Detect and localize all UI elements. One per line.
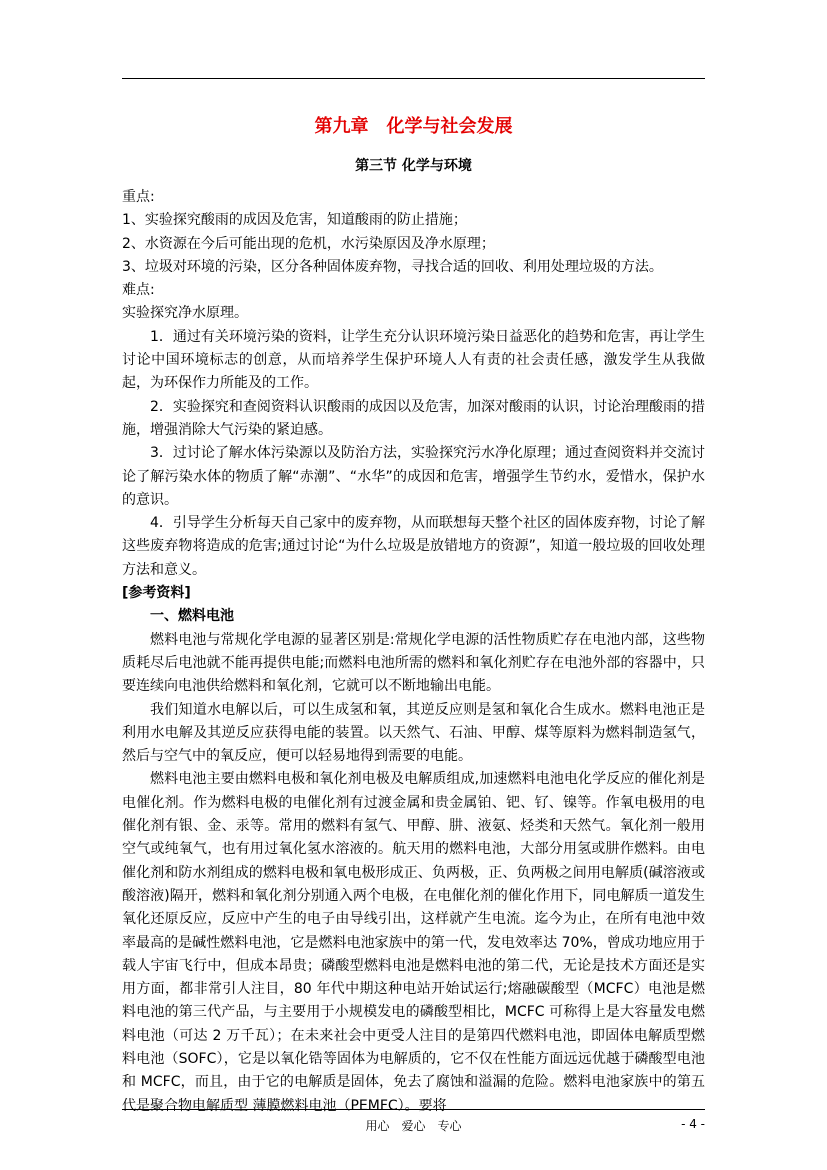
- objective-paragraph: 2．实验探究和查阅资料认识酸雨的成因以及危害，加深对酸雨的认识，讨论治理酸雨的措施，增强消除大气污染的紧迫感。: [122, 398, 705, 438]
- reference-paragraph: 燃料电池与常规化学电源的显著区别是:常规化学电源的活性物质贮存在电池内部，这些物质耗尽后电池就不能再提供电能;而燃料电池所需的燃料和氧化剂贮存在电池外部的容器中，只要连续向电池供给燃料和氧化剂，它就可以不断地输出电能。: [122, 631, 705, 695]
- difficulty-text: 实验探究净水原理。: [122, 305, 248, 322]
- reference-heading: 一、燃料电池: [150, 608, 234, 625]
- difficulty-label: 难点:: [122, 282, 155, 299]
- section-title: 第三节 化学与环境: [355, 158, 472, 174]
- footer-motto: 用心 爱心 专心: [365, 1119, 462, 1133]
- document-body: [122, 186, 705, 1118]
- objective-paragraph: 1．通过有关环境污染的资料，让学生充分认识环境污染日益恶化的趋势和危害，再让学生讨论中国环境标志的创意，从而培养学生保护环境人人有责的社会责任感，激发学生从我做起，为环保作力所能及的工作。: [122, 328, 705, 392]
- key-point-item: 1、实验探究酸雨的成因及危害，知道酸雨的防止措施；: [122, 212, 467, 229]
- footer-rule: [122, 1109, 705, 1110]
- key-point-item: 3、垃圾对环境的污染，区分各种固体废弃物，寻找合适的回收、利用处理垃圾的方法。: [122, 258, 663, 275]
- key-points-label: 重点:: [122, 189, 155, 205]
- objective-paragraph: 4．引导学生分析每天自己家中的废弃物，从而联想每天整个社区的固体废弃物，讨论了解这些废弃物将造成的危害;通过讨论“为什么垃圾是放错地方的资源”，知道一般垃圾的回收处理方法和意义。: [122, 515, 705, 578]
- reference-paragraph: 燃料电池主要由燃料电极和氧化剂电极及电解质组成,加速燃料电池电化学反应的催化剂是电催化剂。作为燃料电极的电催化剂有过渡金属和贵金属铂、钯、钌、镍等。作氧电极用的电催化剂有银、金、汞等。常用的燃料有氢气、甲醇、肼、液氨、烃类和天然气。氧化剂一般用空气或纯氧气，也有用过氧化氢水溶液的。航天用的燃料电池，大部分用氢或肼作燃料。由电催化剂和防水剂组成的燃料电极和氧电极形成正、负两极，正、负两极之间用电解质(碱溶液或酸溶液)隔开，燃料和氧化剂分别通入两个电极，在电催化剂的催化作用下，同电解质一道发生氧化还原反应，反应中产生的电子由导线引出，这样就产生电流。迄今为止，在所有电池中效率最高的是碱性燃料电池，它是燃料电池家族中的第一代，发电效率达 70%，曾成功地应用于载人宇宙飞行中，但成本昂贵；磷酸型燃料电池是燃料电池的第二代，无论是技术方面还是实用方面，都非常引人注目，80 年代中期这种电站开始试运行;熔融碳酸型（MCFC）电池是燃料电池的第三代产品，与主要用于小规模发电的磷酸型相比，MCFC 可称得上是大容量发电燃料电池（可达 2 万千瓦）；在未来社会中更受人注目的是第四代燃料电池，即固体电解质型燃料电池（SOFC），它是以氧化锆等固体为电解质的，它不仅在性能方面远远优越于磷酸型电池和 MCFC，而且，由于它的电解质是固体，免去了腐蚀和溢漏的危险。燃料电池家族中的第五代是聚合物电解质型 薄膜燃料电池（PEMFC）。要将: [122, 771, 705, 1114]
- chapter-title: 第九章 化学与社会发展: [314, 116, 513, 137]
- key-point-item: 2、水资源在今后可能出现的危机，水污染原因及净水原理；: [122, 235, 495, 252]
- header-rule: [122, 78, 705, 79]
- reference-label: [参考资料]: [122, 585, 191, 602]
- page-number: - 4 -: [681, 1117, 705, 1131]
- objective-paragraph: 3．过讨论了解水体污染源以及防治方法，实验探究污水净化原理；通过查阅资料并交流讨论了解污染水体的物质了解“赤潮”、“水华”的成因和危害，增强学生节约水，爱惜水，保护水的意识。: [122, 445, 705, 508]
- reference-paragraph: 我们知道水电解以后，可以生成氢和氧，其逆反应则是氢和氧化合生成水。燃料电池正是利用水电解及其逆反应获得电能的装置。以天然气、石油、甲醇、煤等原料为燃料制造氢气，然后与空气中的氧反应，便可以轻易地得到需要的电能。: [122, 701, 705, 765]
